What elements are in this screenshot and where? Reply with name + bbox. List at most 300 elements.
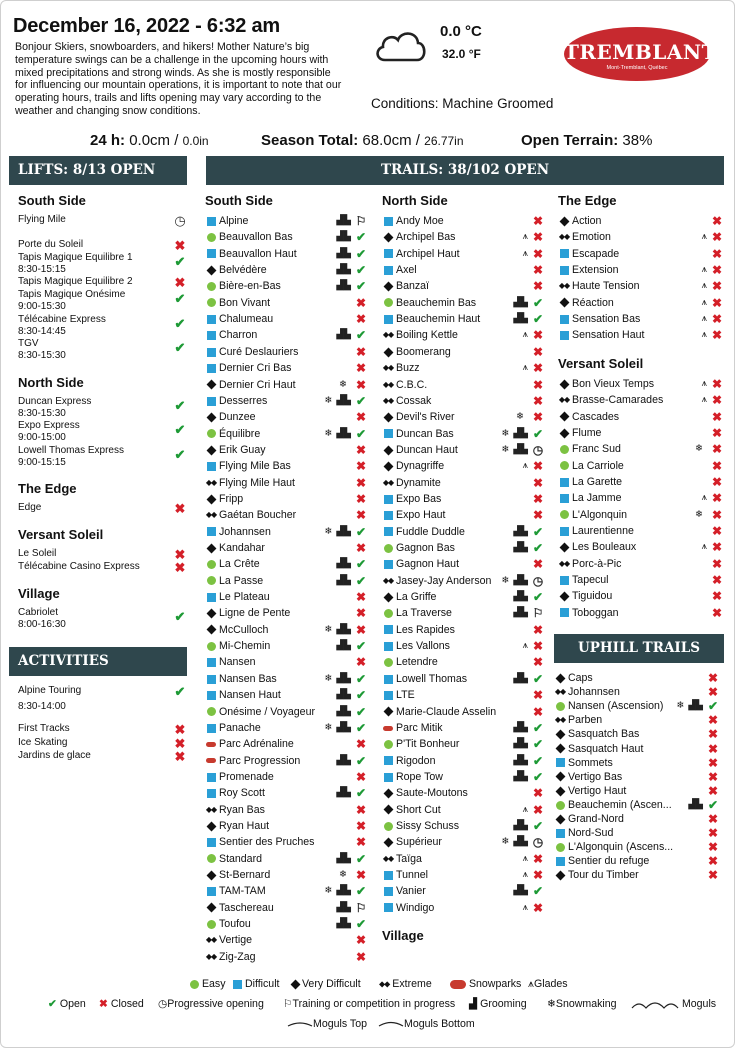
easy-circle-icon bbox=[207, 920, 216, 929]
diamond-icon bbox=[555, 772, 565, 782]
difficulty-icon bbox=[558, 392, 570, 408]
trail-name: Chalumeau bbox=[219, 313, 274, 326]
trail-name: Ryan Haut bbox=[219, 819, 270, 832]
trail-row bbox=[382, 753, 544, 769]
trail-row bbox=[382, 818, 544, 834]
legend-moguls bbox=[631, 998, 716, 1010]
trail-condition-icons bbox=[336, 556, 351, 572]
difficulty-icon bbox=[382, 409, 394, 425]
check-icon: ✔ bbox=[355, 263, 367, 278]
difficulty-icon bbox=[205, 295, 217, 311]
trail-condition-icons bbox=[336, 213, 351, 229]
difficult-square-icon bbox=[556, 857, 565, 866]
cross-icon: ✖ bbox=[711, 279, 723, 294]
trail-row bbox=[382, 802, 544, 818]
difficulty-icon bbox=[558, 458, 570, 474]
difficulty-icon bbox=[382, 769, 394, 785]
trail-name: Duncan Bas bbox=[396, 427, 454, 440]
difficulty-icon bbox=[205, 556, 217, 572]
trail-name: Porc-à-Pic bbox=[572, 557, 622, 570]
trail-name: Vertige bbox=[219, 934, 252, 947]
difficulty-icon bbox=[205, 818, 217, 834]
diamond-icon bbox=[559, 592, 569, 602]
trail-condition-icons bbox=[702, 278, 707, 294]
trail-row bbox=[558, 229, 723, 245]
snowpark-icon bbox=[206, 758, 216, 763]
difficult-square-icon bbox=[207, 658, 216, 667]
trail-name: McCulloch bbox=[219, 623, 269, 636]
glades-icon: ⩚ bbox=[522, 901, 528, 913]
diamond-icon bbox=[559, 298, 569, 308]
difficult-square-icon bbox=[560, 608, 569, 617]
trail-name: Lowell Thomas bbox=[396, 672, 468, 685]
trail-condition-icons bbox=[513, 671, 528, 687]
difficult-square-icon bbox=[560, 478, 569, 487]
trail-name: Tiguidou bbox=[572, 590, 613, 603]
glades-icon: ⩚ bbox=[522, 329, 528, 341]
trail-name: C.B.C. bbox=[396, 378, 428, 391]
flag-icon: ⚐ bbox=[355, 214, 367, 228]
trail-name: Erik Guay bbox=[219, 443, 266, 456]
trail-name: P'Tit Bonheur bbox=[396, 738, 460, 751]
groomer-icon: ▟▙ bbox=[513, 721, 528, 733]
legend-moguls-bottom-label: Moguls Bottom bbox=[404, 1018, 475, 1030]
trail-condition-icons bbox=[676, 699, 703, 713]
stat-terrain bbox=[521, 132, 652, 149]
uphill-row bbox=[554, 671, 719, 685]
difficult-square-icon bbox=[207, 249, 216, 258]
difficulty-icon bbox=[382, 213, 394, 229]
legend-moguls-label: Moguls bbox=[681, 998, 717, 1010]
uphill-row bbox=[554, 699, 719, 713]
difficulty-icon bbox=[382, 442, 394, 458]
legend-snowmaking bbox=[547, 998, 617, 1010]
difficulty-icon bbox=[205, 393, 217, 409]
trail-name: Emotion bbox=[572, 231, 611, 244]
trail-condition-icons bbox=[324, 720, 351, 736]
trail-row bbox=[382, 671, 544, 687]
cross-icon: ✖ bbox=[532, 491, 544, 506]
trail-name: Andy Moe bbox=[396, 215, 444, 227]
difficulty-icon bbox=[205, 442, 217, 458]
difficulty-icon bbox=[554, 671, 566, 685]
difficulty-icon bbox=[205, 540, 217, 556]
trail-row bbox=[382, 687, 544, 703]
easy-circle-icon bbox=[556, 843, 565, 852]
check-icon: ✔ bbox=[355, 557, 367, 572]
difficulty-icon bbox=[205, 278, 217, 294]
groomer-icon: ▟▙ bbox=[513, 770, 528, 782]
difficult-square-icon bbox=[207, 675, 216, 684]
difficulty-icon bbox=[382, 278, 394, 294]
easy-circle-icon bbox=[384, 544, 393, 553]
cross-icon: ✖ bbox=[532, 393, 544, 408]
trail-condition-icons bbox=[339, 377, 351, 393]
groomer-icon: ▟▙ bbox=[336, 215, 351, 226]
diamond-icon bbox=[206, 870, 216, 880]
trail-name: Franc Sud bbox=[572, 443, 621, 456]
groomer-icon: ▟▙ bbox=[513, 754, 528, 766]
diamond-icon bbox=[206, 903, 216, 913]
trail-name: Banzaï bbox=[396, 280, 429, 293]
trail-name: La Garette bbox=[572, 475, 623, 488]
trail-name: Nansen Haut bbox=[219, 689, 281, 702]
difficulty-icon bbox=[554, 798, 566, 812]
snowflake-icon: ❄ bbox=[339, 378, 347, 390]
lift-hours: 9:00-15:00 bbox=[18, 432, 66, 443]
trail-name: Boomerang bbox=[396, 345, 451, 358]
logo-subtitle: Mont-Tremblant, Québec bbox=[606, 65, 668, 71]
lift-name: Expo Express bbox=[18, 420, 80, 431]
diamond-icon bbox=[206, 380, 216, 390]
double-diamond-icon: ◆◆ bbox=[558, 232, 570, 242]
trail-condition-icons bbox=[523, 360, 528, 376]
check-icon: ✔ bbox=[532, 737, 544, 752]
diamond-icon bbox=[291, 979, 301, 989]
check-icon: ✔ bbox=[532, 295, 544, 310]
trail-name: Mi-Chemin bbox=[219, 640, 271, 653]
difficulty-icon bbox=[558, 507, 570, 523]
trail-row bbox=[205, 229, 367, 245]
trail-name: Haute Tension bbox=[572, 280, 640, 293]
cross-icon: ✖ bbox=[355, 541, 367, 555]
cross-icon: ✖ bbox=[532, 868, 544, 882]
check-icon: ✔ bbox=[174, 684, 186, 699]
temperature-celsius: 0.0 °C bbox=[440, 23, 482, 40]
glades-icon: ⩚ bbox=[701, 492, 707, 504]
trail-row bbox=[382, 540, 544, 556]
difficulty-icon bbox=[382, 638, 394, 654]
check-icon: ✔ bbox=[174, 422, 186, 437]
difficulty-icon bbox=[205, 605, 217, 621]
difficulty-icon bbox=[205, 769, 217, 785]
stat-sep: / bbox=[415, 132, 420, 149]
trail-row bbox=[558, 262, 723, 278]
trail-name: Les Rapides bbox=[396, 623, 455, 636]
trail-name: Cascades bbox=[572, 410, 620, 423]
cross-icon: ✖ bbox=[711, 312, 723, 327]
difficulty-icon bbox=[558, 278, 570, 294]
cross-icon: ✖ bbox=[174, 560, 186, 575]
lift-name: Tapis Magique Onésime bbox=[18, 289, 126, 300]
trail-row bbox=[558, 572, 723, 588]
uphill-row bbox=[554, 713, 719, 727]
difficulty-icon bbox=[554, 854, 566, 868]
cross-icon: ✖ bbox=[355, 491, 367, 506]
stat-season-in: 26.77in bbox=[424, 134, 464, 148]
stat-terrain-pct: 38% bbox=[622, 132, 653, 149]
trail-row bbox=[205, 540, 367, 556]
lift-name: Lowell Thomas Express bbox=[18, 444, 124, 456]
cross-icon: ✖ bbox=[711, 295, 723, 310]
trail-condition-icons bbox=[336, 900, 351, 916]
difficulty-icon bbox=[205, 246, 217, 262]
legend-easy-label: Easy bbox=[201, 978, 226, 990]
difficulty-icon bbox=[382, 785, 394, 801]
glades-icon: ⩚ bbox=[522, 803, 528, 815]
trail-name: Saute-Moutons bbox=[396, 787, 468, 800]
check-icon: ✔ bbox=[355, 230, 367, 245]
legend-difficult-label: Difficult bbox=[244, 978, 280, 990]
legend-difficult bbox=[233, 978, 280, 990]
uphill-header: UPHILL TRAILS bbox=[554, 634, 724, 663]
trail-condition-icons bbox=[513, 753, 528, 769]
trail-row bbox=[382, 605, 544, 621]
trail-condition-icons bbox=[324, 524, 351, 540]
cross-icon: ✖ bbox=[174, 501, 186, 516]
lift-group-title: The Edge bbox=[18, 481, 77, 496]
trail-row bbox=[205, 785, 367, 801]
trail-condition-icons bbox=[702, 392, 707, 408]
tremblant-logo bbox=[564, 27, 718, 81]
trail-name: Les Vallons bbox=[396, 640, 450, 653]
difficult-square-icon bbox=[384, 675, 393, 684]
trail-name: Onésime / Voyageur bbox=[219, 705, 315, 718]
diamond-icon bbox=[206, 625, 216, 635]
easy-circle-icon bbox=[207, 576, 216, 585]
easy-circle-icon bbox=[384, 658, 393, 667]
legend-snowmaking-label: Snowmaking bbox=[555, 998, 617, 1010]
legend-open-label: Open bbox=[59, 998, 86, 1010]
trail-name: La Passe bbox=[219, 574, 264, 587]
trail-name: Boiling Kettle bbox=[396, 329, 458, 342]
difficulty-icon bbox=[205, 704, 217, 720]
trail-name: Panache bbox=[219, 721, 261, 734]
cross-icon: ✖ bbox=[174, 722, 186, 737]
cross-icon: ✖ bbox=[355, 295, 367, 310]
trail-condition-icons bbox=[702, 295, 707, 311]
trail-row bbox=[382, 638, 544, 654]
check-icon: ✔ bbox=[48, 998, 57, 1010]
trail-condition-icons bbox=[513, 524, 528, 540]
trail-condition-icons bbox=[336, 916, 351, 932]
trail-name: Sentier des Pruches bbox=[219, 836, 315, 849]
check-icon: ✔ bbox=[355, 279, 367, 294]
cross-icon: ✖ bbox=[711, 556, 723, 571]
snowflake-icon: ❄ bbox=[676, 700, 685, 712]
uphill-row bbox=[554, 742, 719, 756]
trail-row bbox=[382, 736, 544, 752]
trail-condition-icons bbox=[324, 393, 351, 409]
trail-condition-icons bbox=[523, 229, 528, 245]
difficulty-icon bbox=[554, 685, 566, 699]
trail-condition-icons bbox=[523, 867, 528, 883]
cross-icon: ✖ bbox=[174, 749, 186, 764]
trail-condition-icons bbox=[523, 327, 528, 343]
difficult-square-icon bbox=[207, 593, 216, 602]
trail-name: Extension bbox=[572, 264, 619, 277]
difficulty-icon bbox=[205, 491, 217, 507]
trail-name: Archipel Bas bbox=[396, 231, 456, 244]
trail-name: Escapade bbox=[572, 247, 620, 260]
trail-row bbox=[205, 524, 367, 540]
trail-row bbox=[558, 376, 723, 392]
lift-hours: 9:00-15:15 bbox=[18, 456, 66, 468]
trail-row bbox=[558, 311, 723, 327]
trail-name: Rope Tow bbox=[396, 770, 443, 783]
legend-snowparks-label: Snowparks bbox=[468, 978, 522, 990]
trail-name: Sissy Schuss bbox=[396, 819, 459, 832]
lift-hours: 8:30-15:30 bbox=[18, 350, 66, 361]
trail-condition-icons bbox=[688, 798, 703, 812]
trail-condition-icons bbox=[702, 376, 707, 392]
trail-condition-icons bbox=[523, 458, 528, 474]
glades-icon: ⩚ bbox=[701, 313, 707, 325]
diamond-icon bbox=[206, 265, 216, 275]
difficulty-icon bbox=[382, 589, 394, 605]
difficulty-icon bbox=[382, 851, 394, 867]
legend-moguls-bottom bbox=[378, 1018, 475, 1030]
trail-row bbox=[382, 589, 544, 605]
difficult-square-icon bbox=[384, 887, 393, 896]
trail-name: Équilibre bbox=[219, 427, 261, 440]
difficulty-icon bbox=[205, 802, 217, 818]
trail-row bbox=[558, 425, 723, 441]
difficult-square-icon bbox=[384, 691, 393, 700]
cross-icon: ✖ bbox=[532, 246, 544, 261]
difficulty-icon bbox=[382, 883, 394, 899]
trail-name: La Griffe bbox=[396, 591, 437, 604]
trail-row bbox=[205, 213, 367, 229]
difficulty-icon bbox=[382, 605, 394, 621]
check-icon: ✔ bbox=[532, 769, 544, 784]
trail-name: Curé Deslauriers bbox=[219, 345, 299, 358]
difficult-square-icon bbox=[207, 462, 216, 471]
difficulty-icon bbox=[205, 736, 217, 752]
cross-icon: ✖ bbox=[707, 727, 719, 742]
check-icon: ✔ bbox=[174, 253, 186, 269]
cross-icon: ✖ bbox=[711, 230, 723, 245]
trail-row bbox=[382, 524, 544, 540]
difficulty-icon bbox=[205, 916, 217, 932]
trail-name: TAM-TAM bbox=[219, 885, 266, 898]
cross-icon: ✖ bbox=[711, 328, 723, 343]
clock-icon: ◷ bbox=[158, 998, 168, 1010]
trail-row bbox=[558, 441, 723, 457]
glades-icon: ⩚ bbox=[522, 362, 528, 374]
cross-icon: ✖ bbox=[711, 376, 723, 391]
difficulty-icon bbox=[554, 756, 566, 770]
difficulty-icon bbox=[558, 474, 570, 490]
trail-condition-icons bbox=[336, 262, 351, 278]
stat-terrain-label: Open Terrain: bbox=[521, 132, 619, 149]
cross-icon: ✖ bbox=[532, 361, 544, 376]
diamond-icon bbox=[383, 347, 393, 357]
trail-condition-icons bbox=[336, 573, 351, 589]
difficulty-icon bbox=[382, 524, 394, 540]
difficulty-icon bbox=[205, 671, 217, 687]
activity-name: First Tracks bbox=[18, 723, 70, 734]
cross-icon: ✖ bbox=[532, 639, 544, 654]
diamond-icon bbox=[555, 744, 565, 754]
trail-group-title: The Edge bbox=[558, 193, 617, 208]
legend-progressive bbox=[158, 998, 264, 1010]
difficult-square-icon bbox=[207, 315, 216, 324]
trail-row bbox=[205, 638, 367, 654]
difficulty-icon bbox=[382, 262, 394, 278]
difficult-square-icon bbox=[207, 724, 216, 733]
check-icon: ✔ bbox=[532, 884, 544, 899]
trail-name: Zig-Zag bbox=[219, 950, 256, 963]
difficulty-icon bbox=[554, 713, 566, 727]
trail-name: Bière-en-Bas bbox=[219, 280, 281, 293]
difficulty-icon bbox=[382, 475, 394, 491]
difficulty-icon bbox=[382, 295, 394, 311]
legend-training bbox=[283, 998, 455, 1010]
trail-row bbox=[382, 900, 544, 916]
double-diamond-icon: ◆◆ bbox=[558, 558, 570, 568]
trail-name: Gaétan Boucher bbox=[219, 509, 297, 522]
check-icon: ✔ bbox=[174, 315, 186, 331]
cross-icon: ✖ bbox=[355, 377, 367, 392]
difficult-square-icon bbox=[207, 348, 216, 357]
diamond-icon bbox=[383, 838, 393, 848]
trail-name: Belvédère bbox=[219, 264, 267, 277]
intro-message: Bonjour Skiers, snowboarders, and hikers! Mother Nature’s big temperature swings can be a challenge in the upcoming hours with mixed precipitations and strong winds. As she is mostly responsible for influencing our mountain operations, it is important to note that our operating hours, trails and lifts opening may vary according to the weather and changing snow conditions. bbox=[15, 41, 342, 117]
easy-circle-icon bbox=[556, 702, 565, 711]
difficult-square-icon bbox=[384, 217, 393, 226]
difficulty-icon bbox=[205, 851, 217, 867]
trail-row bbox=[558, 327, 723, 343]
trail-row bbox=[205, 458, 367, 474]
trail-name: Flying Mile Bas bbox=[219, 460, 291, 473]
glades-icon: ⩚ bbox=[701, 541, 707, 553]
trail-row bbox=[205, 377, 367, 393]
snowflake-icon: ❄ bbox=[324, 721, 333, 733]
trail-row bbox=[558, 392, 723, 408]
easy-circle-icon bbox=[556, 801, 565, 810]
double-diamond-icon: ◆◆ bbox=[379, 979, 390, 989]
lift-name: Tapis Magique Equilibre 2 bbox=[18, 276, 133, 287]
groomer-icon: ▟▙ bbox=[513, 672, 528, 684]
activity-name: Jardins de glace bbox=[18, 750, 91, 761]
glades-icon: ⩚ bbox=[701, 280, 707, 292]
groomer-icon: ▟▙ bbox=[513, 574, 528, 586]
difficulty-icon bbox=[382, 311, 394, 327]
trail-row bbox=[558, 588, 723, 604]
trail-row bbox=[382, 311, 544, 327]
trail-name: Dunzee bbox=[219, 411, 256, 424]
glades-icon: ⩚ bbox=[522, 231, 528, 243]
cross-icon: ✖ bbox=[355, 802, 367, 817]
uphill-row bbox=[554, 868, 719, 882]
lift-name: Edge bbox=[18, 502, 42, 513]
check-icon: ✔ bbox=[355, 786, 367, 801]
trail-name: Beauvallon Haut bbox=[219, 247, 297, 260]
difficult-square-icon bbox=[384, 266, 393, 275]
trail-row bbox=[205, 491, 367, 507]
trail-row bbox=[205, 687, 367, 703]
snowflake-icon: ❄ bbox=[501, 427, 510, 439]
difficulty-icon bbox=[205, 327, 217, 343]
easy-circle-icon bbox=[207, 854, 216, 863]
cross-icon: ✖ bbox=[174, 547, 186, 562]
trail-condition-icons bbox=[513, 295, 528, 311]
uphill-row bbox=[554, 727, 719, 741]
trail-name: Beauchemin Haut bbox=[396, 313, 481, 326]
groomer-icon: ▟▙ bbox=[336, 231, 351, 243]
difficulty-icon bbox=[558, 605, 570, 621]
groomer-icon: ▟▙ bbox=[336, 705, 351, 717]
trail-condition-icons bbox=[336, 785, 351, 801]
difficulty-icon bbox=[205, 932, 217, 948]
legend-very-difficult-label: Very Difficult bbox=[301, 978, 361, 990]
trail-name: Toboggan bbox=[572, 606, 619, 619]
check-icon: ✔ bbox=[174, 446, 186, 462]
groomer-icon: ▟▙ bbox=[336, 787, 351, 799]
trail-name: Beauvallon Bas bbox=[219, 231, 293, 244]
difficult-square-icon bbox=[384, 773, 393, 782]
